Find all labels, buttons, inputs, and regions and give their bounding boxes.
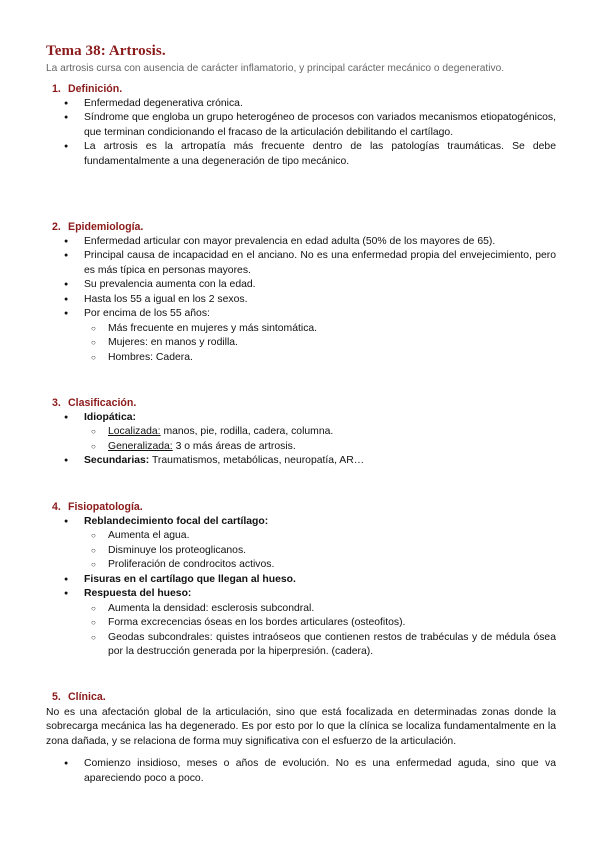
list-item: ● Hasta los 55 a igual en los 2 sexos.: [46, 293, 556, 308]
sub-list-item: ○ Aumenta la densidad: esclerosis subcondral.: [46, 602, 556, 617]
section-heading: 5. Clínica.: [52, 691, 106, 703]
sub-list-item: ○ Localizada: manos, pie, rodilla, cadera, columna.: [46, 425, 556, 440]
bullet-list: [46, 235, 556, 366]
section-epidemiologia: [46, 220, 556, 365]
sub-list-item: ○ Hombres: Cadera.: [46, 351, 556, 366]
list-item-secundarias: ● Secundarias: Traumatismos, metabólicas, neuropatía, AR…: [46, 454, 556, 469]
sub-list-item: ○ Forma excrecencias óseas en los bordes articulares (osteofitos).: [46, 616, 556, 631]
list-item: ● Respuesta del hueso:: [46, 587, 556, 602]
list-item: ● Síndrome que engloba un grupo heterogéneo de procesos con variados mecanismos etiopatogénicos, que terminan condicionando el fracaso de la articulación debilitando el cartílago.: [46, 111, 556, 140]
section-fisiopatologia: [46, 500, 556, 660]
list-item: ● Enfermedad articular con mayor prevalencia en edad adulta (50% de los mayores de 65).: [46, 235, 556, 250]
sub-list-item: ○ Mujeres: en manos y rodilla.: [46, 336, 556, 351]
sub-list-item: ○ Más frecuente en mujeres y más sintomática.: [46, 322, 556, 337]
sub-list-item: ○ Geodas subcondrales: quistes intraóseos que contienen restos de trabéculas y de médula ósea por la destrucción generada por la hiperpresión. (cadera).: [46, 631, 556, 660]
section-heading: 3. Clasificación.: [52, 397, 137, 409]
bullet-list: [46, 411, 556, 469]
section-heading: 4. Fisiopatología.: [52, 501, 143, 513]
bullet-list: [46, 515, 556, 660]
section-definicion: [46, 82, 556, 169]
list-item: ● La artrosis es la artropatía más frecuente dentro de las patologías traumáticas. Se debe fundamentalmente a una degeneración de tipo mecánico.: [46, 140, 556, 169]
section-clasificacion: [46, 396, 556, 469]
section-heading: 1. Definición.: [52, 83, 123, 95]
document-subtitle: La artrosis cursa con ausencia de carácter inflamatorio, y principal carácter mecánico o degenerativo.: [46, 63, 505, 74]
section-heading: 2. Epidemiología.: [52, 221, 144, 233]
list-item: ● Enfermedad degenerativa crónica.: [46, 97, 556, 112]
list-item: ● Comienzo insidioso, meses o años de evolución. No es una enfermedad aguda, sino que va apareciendo poco a poco.: [46, 757, 556, 786]
document-title: Tema 38: Artrosis.: [46, 43, 166, 59]
bullet-list: [46, 757, 556, 786]
bullet-list: [46, 97, 556, 170]
sub-list-item: ○ Disminuye los proteoglicanos.: [46, 544, 556, 559]
list-item: ● Reblandecimiento focal del cartílago:: [46, 515, 556, 530]
list-item-idiopatica: ● Idiopática:: [46, 411, 556, 426]
sub-list-item: ○ Generalizada: 3 o más áreas de artrosis.: [46, 440, 556, 455]
paragraph: No es una afectación global de la articulación, sino que está focalizada en determinadas zonas donde la sobrecarga mecánica las ha degenerado. Es por esto por lo que la clínica se localiza fundamentalmente en la zona dañada, y se relaciona de forma muy significativa con el esfuerzo de la articulación.: [46, 706, 556, 747]
list-item: ● Su prevalencia aumenta con la edad.: [46, 278, 556, 293]
list-item: ● Principal causa de incapacidad en el anciano. No es una enfermedad propia del envejecimiento, pero es más típica en personas mayores.: [46, 249, 556, 278]
list-item: ● Fisuras en el cartílago que llegan al hueso.: [46, 573, 556, 588]
sub-list-item: ○ Proliferación de condrocitos activos.: [46, 558, 556, 573]
section-clinica: [46, 690, 556, 786]
sub-list-item: ○ Aumenta el agua.: [46, 529, 556, 544]
list-item: ● Por encima de los 55 años:: [46, 307, 556, 322]
